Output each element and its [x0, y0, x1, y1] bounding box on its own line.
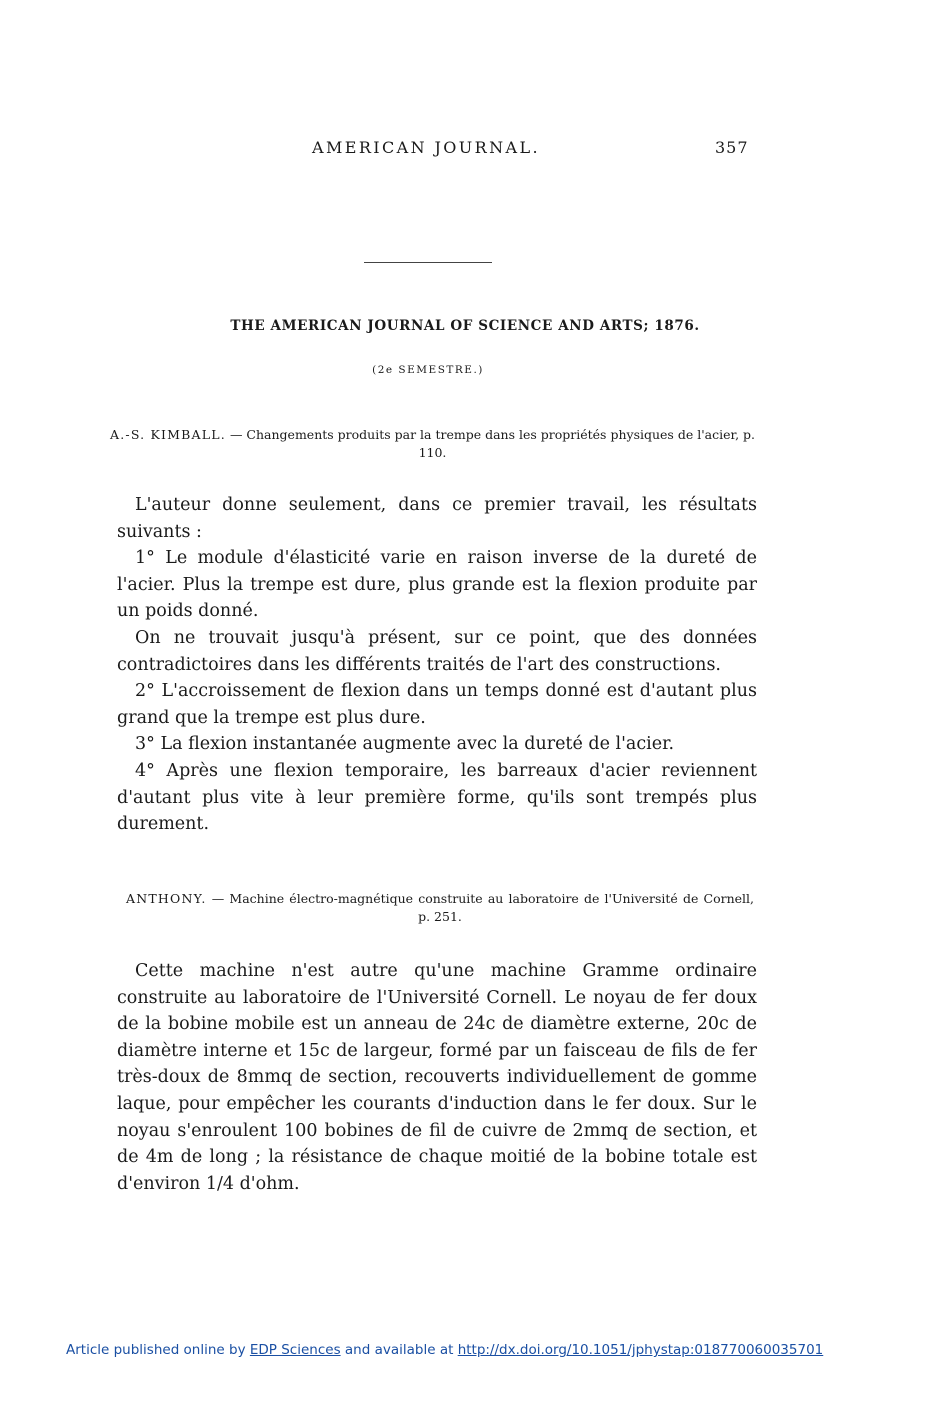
- paragraph: L'auteur donne seulement, dans ce premier travail, les résultats suivants :: [117, 495, 757, 542]
- doi-link[interactable]: http://dx.doi.org/10.1051/jphystap:018770060035701: [457, 1342, 824, 1358]
- section-title: THE AMERICAN JOURNAL OF SCIENCE AND ARTS; 1876.: [230, 318, 700, 334]
- footer-middle: and available at: [340, 1342, 458, 1358]
- article-heading: [126, 890, 754, 926]
- section-divider: [364, 262, 492, 263]
- article-author: ANTHONY.: [126, 891, 207, 906]
- running-title: AMERICAN JOURNAL.: [312, 138, 540, 157]
- article-title: — Changements produits par la trempe dans les propriétés physiques de l'acier, p. 110.: [225, 427, 756, 460]
- article-body: [117, 958, 757, 1197]
- article-author: A.-S. KIMBALL.: [110, 427, 226, 442]
- publication-footer: [66, 1342, 823, 1358]
- page-header: [0, 138, 930, 164]
- paragraph: 1° Le module d'élasticité varie en raison inverse de la dureté de l'acier. Plus la trempe est dure, plus grande est la flexion produite par un poids donné.: [117, 548, 757, 622]
- article-body: [117, 492, 757, 838]
- paragraph: Cette machine n'est autre qu'une machine Gramme ordinaire construite au laboratoire de l'Université Cornell. Le noyau de fer doux de la bobine mobile est un anneau de 24c de diamètre externe, 20c de diamètre interne et 15c de largeur, formé par un faisceau de fils de fer très-doux de 8mmq de section, recouverts individuellement de gomme laque, pour empêcher les courants d'induction dans le fer doux. Sur le noyau s'enroulent 100 bobines de fil de cuivre de 2mmq de section, et de 4m de long ; la résistance de chaque moitié de la bobine totale est d'environ 1/4 d'ohm.: [117, 961, 757, 1194]
- paragraph: 2° L'accroissement de flexion dans un temps donné est d'autant plus grand que la trempe est plus dure.: [117, 681, 757, 728]
- paragraph: On ne trouvait jusqu'à présent, sur ce point, que des données contradictoires dans les différents traités de l'art des constructions.: [117, 627, 757, 675]
- publisher-link[interactable]: EDP Sciences: [249, 1342, 341, 1358]
- paragraph: 3° La flexion instantanée augmente avec la dureté de l'acier.: [135, 734, 675, 755]
- article-heading: [110, 426, 755, 462]
- footer-prefix: Article published online by: [66, 1342, 250, 1358]
- article-title: — Machine électro-magnétique construite au laboratoire de l'Université de Cornell, p. 251.: [206, 891, 754, 924]
- page-number: 357: [715, 138, 749, 157]
- section-semester: (2e SEMESTRE.): [372, 364, 484, 376]
- paragraph: 4° Après une flexion temporaire, les barreaux d'acier reviennent d'autant plus vite à leur première forme, qu'ils sont trempés plus durement.: [117, 760, 757, 835]
